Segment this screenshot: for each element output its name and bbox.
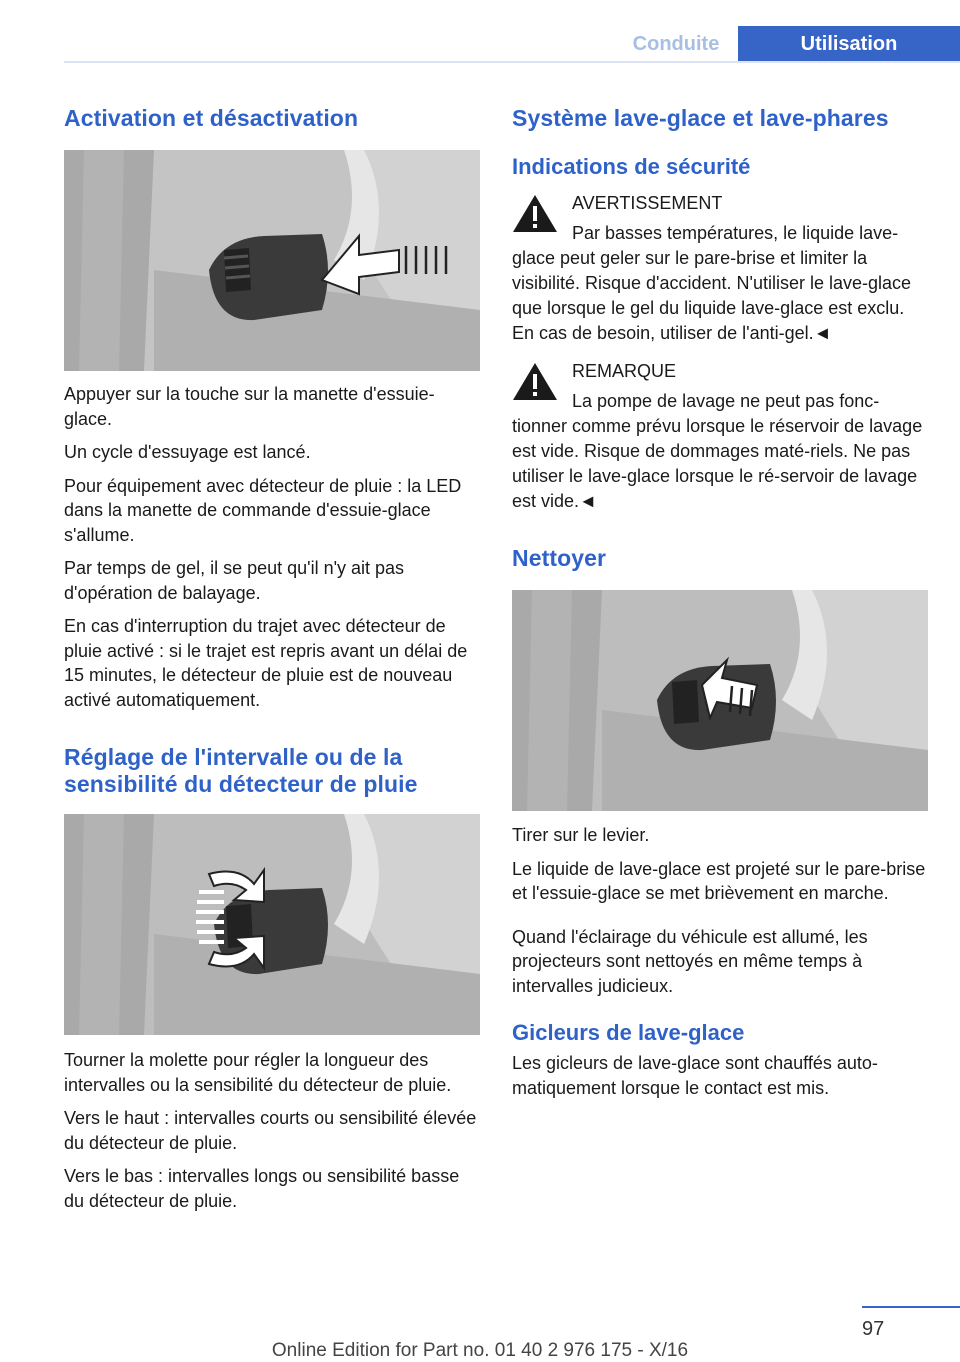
- notice-label: REMARQUE: [572, 361, 677, 381]
- paragraph: Le liquide de lave-glace est projeté sur le pare-brise et l'essuie-glace se met brièvement en marche.: [512, 858, 926, 903]
- tab-utilisation[interactable]: Utilisation: [738, 26, 960, 62]
- paragraph: Vers le haut : intervalles courts ou sensibilité élevée du détecteur de pluie.: [64, 1108, 477, 1153]
- section-title-cleaning: Nettoyer: [512, 545, 607, 571]
- wiper-wheel-illustration: [64, 814, 480, 1035]
- paragraph: Vers le bas : intervalles longs ou sensibilité basse du détecteur de pluie.: [64, 1166, 460, 1211]
- right-column: [512, 96, 930, 1100]
- paragraph: Par temps de gel, il se peut qu'il n'y ait pas d'opération de balayage.: [64, 558, 405, 603]
- subsection-title-safety: Indications de sécurité: [512, 154, 751, 179]
- wiper-pull-illustration: [512, 590, 928, 811]
- section-title-activation: Activation et désactivation: [64, 105, 359, 131]
- figure-wiper-pull: [512, 590, 928, 811]
- paragraph: Tirer sur le levier.: [512, 825, 650, 845]
- paragraph: Un cycle d'essuyage est lancé.: [64, 442, 311, 462]
- warning-triangle-icon: [512, 193, 558, 233]
- warning-block: [512, 191, 930, 346]
- subsection-title-nozzles: Gicleurs de lave-glace: [512, 1020, 745, 1045]
- warning-text: Par basses températures, le liquide lave-glace peut geler sur le pare-brise et limiter la visibilité. Risque d'accident. N'utiliser le lave-glace que lorsque le gel du liquide lave-glace est exclu. En cas de besoin, utiliser de l'anti-gel.◄: [512, 223, 912, 343]
- notice-triangle-icon: [512, 361, 558, 401]
- section-title-interval: Réglage de l'intervalle ou de la sensibilité du détecteur de pluie: [64, 744, 418, 797]
- footer-edition: Online Edition for Part no. 01 40 2 976 175 - X/16: [271, 1340, 689, 1361]
- section-title-washer: Système lave-glace et lave-phares: [512, 105, 889, 131]
- notice-text: La pompe de lavage ne peut pas fonc-tionner comme prévu lorsque le réservoir de lavage est vide. Risque de dommages maté-riels. Ne pas utiliser le lave-glace lorsque le ré-servoir de lavage est vide.◄: [512, 391, 923, 511]
- figure-wiper-button: [64, 150, 480, 371]
- page-number: 97: [862, 1318, 885, 1340]
- notice-block: [512, 359, 930, 514]
- paragraph: Les gicleurs de lave-glace sont chauffés auto-matiquement lorsque le contact est mis.: [512, 1053, 878, 1098]
- paragraph: En cas d'interruption du trajet avec détecteur de pluie activé : si le trajet est repris avant un délai de 15 minutes, le détecteur de pluie est de nouveau activé automatiquement.: [64, 616, 468, 710]
- paragraph: Tourner la molette pour régler la longueur des intervalles ou la sensibilité du détecteur de pluie.: [64, 1050, 452, 1095]
- footer-divider: [862, 1306, 960, 1308]
- paragraph: Quand l'éclairage du véhicule est allumé, les projecteurs sont nettoyés en même temps à intervalles judicieux.: [512, 926, 868, 996]
- tab-conduite[interactable]: Conduite: [632, 33, 720, 55]
- warning-label: AVERTISSEMENT: [572, 193, 723, 213]
- paragraph: Pour équipement avec détecteur de pluie : la LED dans la manette de commande d'essuie-glace s'allume.: [64, 475, 462, 545]
- figure-wiper-wheel: [64, 814, 480, 1035]
- paragraph: Appuyer sur la touche sur la manette d'essuie-glace.: [64, 384, 435, 429]
- left-column: [64, 96, 482, 1213]
- wiper-lever-illustration: [64, 150, 480, 371]
- header-divider: [64, 61, 960, 63]
